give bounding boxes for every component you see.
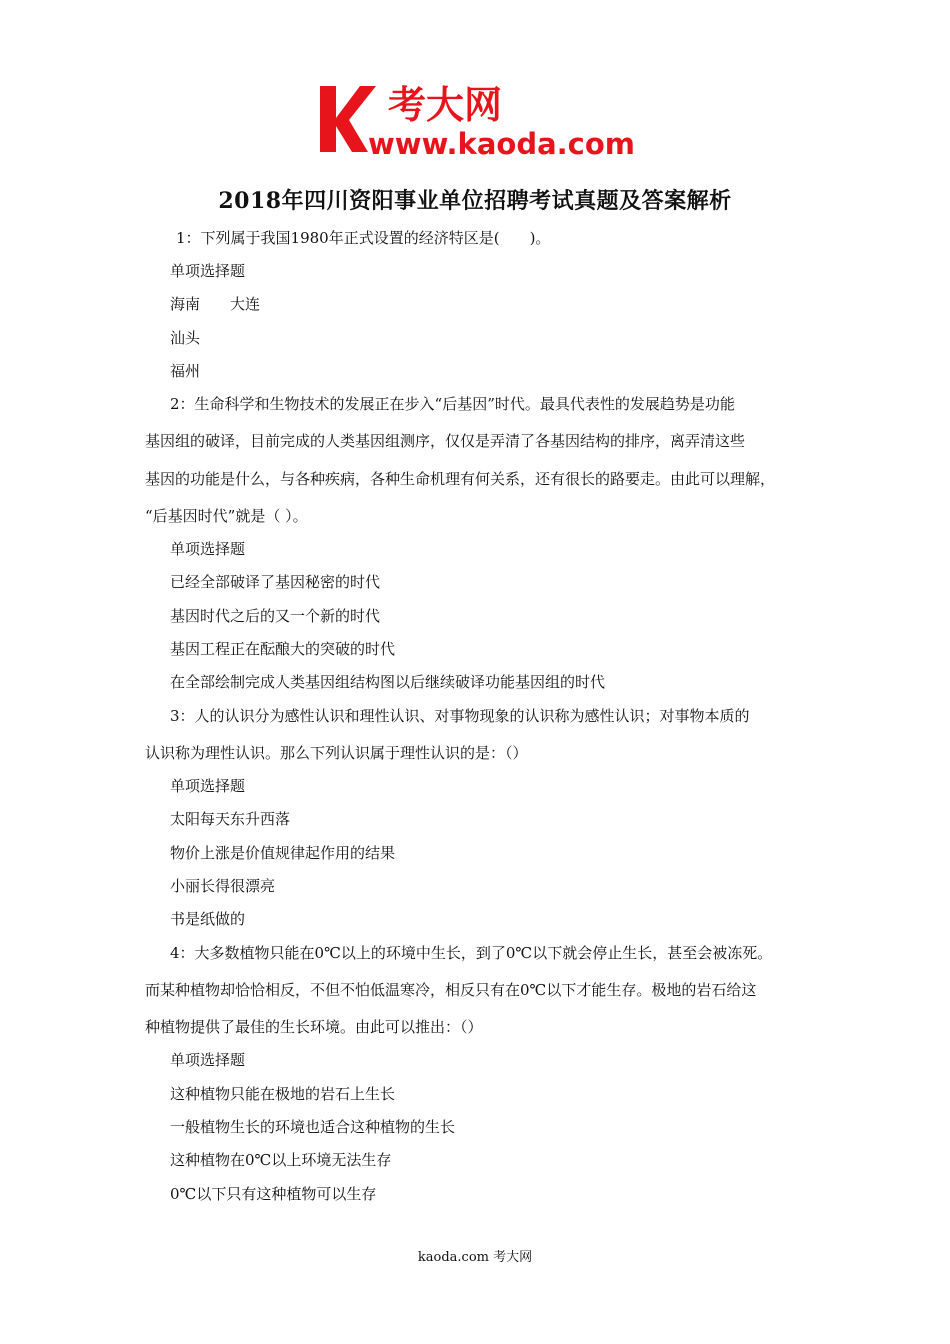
q1-option: 海南 大连 [170, 295, 261, 313]
q3-option: 物价上涨是价值规律起作用的结果 [170, 844, 396, 862]
q3-option: 书是纸做的 [170, 910, 246, 928]
page-footer: kaoda.com 考大网 [417, 1250, 533, 1265]
q2-option: 在全部绘制完成人类基因组结构图以后继续破译功能基因组的时代 [170, 673, 606, 691]
q3-option: 小丽长得很漂亮 [170, 877, 276, 895]
q3-option: 太阳每天东升西落 [170, 810, 291, 828]
q2-option: 基因时代之后的又一个新的时代 [170, 607, 381, 625]
q4-stem-line: 4：大多数植物只能在0℃以上的环境中生长，到了0℃以下就会停止生长，甚至会被冻死。 [170, 944, 773, 962]
q1-type: 单项选择题 [170, 262, 246, 280]
q3-type: 单项选择题 [170, 777, 246, 795]
q1-stem: 1：下列属于我国1980年正式设置的经济特区是( )。 [176, 229, 551, 247]
q3-stem-line: 认识称为理性认识。那么下列认识属于理性认识的是：（） [145, 744, 528, 762]
q4-option: 一般植物生长的环境也适合这种植物的生长 [170, 1118, 456, 1136]
q2-option: 已经全部破译了基因秘密的时代 [170, 573, 381, 591]
q4-option: 0℃以下只有这种植物可以生存 [170, 1185, 377, 1203]
q3-stem-line: 3：人的认识分为感性认识和理性认识、对事物现象的认识称为感性认识；对事物本质的 [170, 707, 750, 725]
q2-stem-line: “后基因时代”就是（ ）。 [145, 507, 308, 525]
logo-brand-url: www.kaoda.com [368, 127, 635, 160]
q1-option: 福州 [170, 362, 201, 380]
page-title: 2018年四川资阳事业单位招聘考试真题及答案解析 [218, 188, 732, 214]
kaoda-logo-graphic [316, 80, 638, 160]
q2-type: 单项选择题 [170, 540, 246, 558]
logo-brand-cn: 考大网 [388, 83, 503, 127]
q4-stem-line: 而某种植物却恰恰相反，不但不怕低温寒冷，相反只有在0℃以下才能生存。极地的岩石给这 [145, 981, 757, 999]
q2-option: 基因工程正在酝酿大的突破的时代 [170, 640, 396, 658]
q4-option: 这种植物在0℃以上环境无法生存 [170, 1151, 392, 1169]
kaoda-logo [316, 80, 638, 160]
q1-option: 汕头 [170, 329, 201, 347]
q2-stem-line: 基因组的破译，目前完成的人类基因组测序，仅仅是弄清了各基因结构的排序，离弄清这些 [145, 432, 746, 450]
q2-stem-line: 2：生命科学和生物技术的发展正在步入“后基因”时代。最具代表性的发展趋势是功能 [170, 395, 735, 413]
q4-type: 单项选择题 [170, 1051, 246, 1069]
q4-stem-line: 种植物提供了最佳的生长环境。由此可以推出：（） [145, 1018, 483, 1036]
q4-option: 这种植物只能在极地的岩石上生长 [170, 1085, 396, 1103]
q2-stem-line: 基因的功能是什么，与各种疾病，各种生命机理有何关系，还有很长的路要走。由此可以理解， [145, 470, 776, 488]
